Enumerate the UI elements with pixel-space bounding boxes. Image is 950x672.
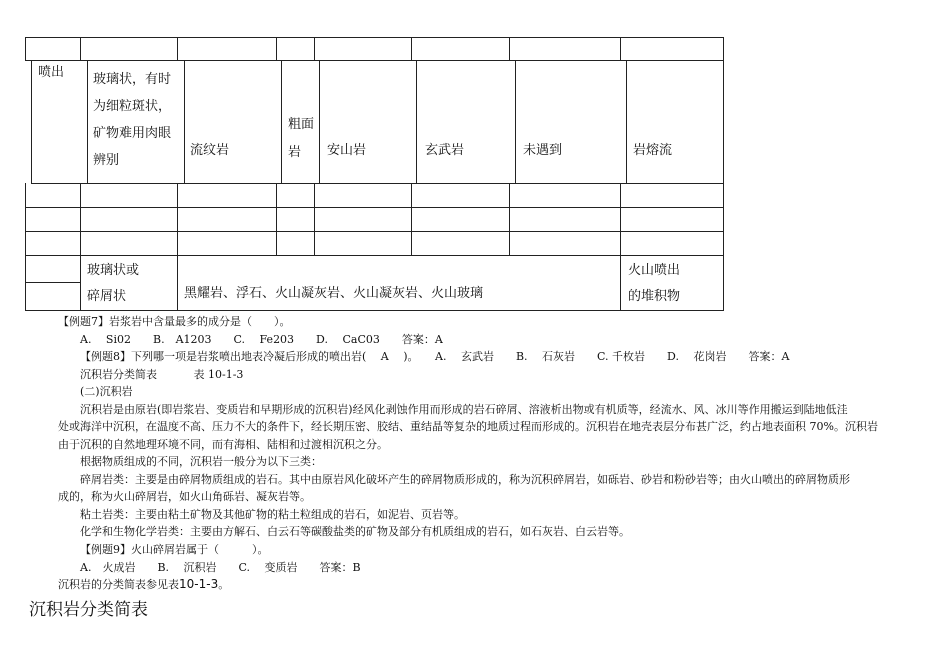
example-8-question: 【例题8】下列哪一项是岩浆喷出地表冷凝后形成的喷出岩( A )。 A. 玄武岩 B. 石灰岩 C. 千枚岩 D. 花岗岩 答案：A <box>80 350 790 363</box>
texture-line: 碎屑状 <box>87 289 127 304</box>
see-table-line <box>58 576 229 593</box>
cell-unseen: 未遇到 <box>523 143 563 158</box>
table-line <box>25 255 26 311</box>
product-line: 的堆积物 <box>628 289 681 304</box>
table-line <box>177 37 178 61</box>
example-7-options: A. Si02 B. A1203 C. Fe203 D. CaC03 答案：A <box>80 333 443 346</box>
table-line <box>177 255 178 311</box>
cell-glassy-product <box>628 258 680 310</box>
see-table-suffix: 。 <box>218 578 230 591</box>
table-line <box>319 60 320 184</box>
section-title: (二)沉积岩 <box>80 385 133 398</box>
cell-eruptive-type: 喷出 <box>38 65 65 80</box>
example-7-question: 【例题7】岩浆岩中含量最多的成分是（ ）。 <box>58 315 291 328</box>
table-line <box>80 183 81 256</box>
table-line <box>276 183 277 256</box>
table-line <box>411 37 412 61</box>
cell-andesite: 安山岩 <box>327 143 367 158</box>
table-line <box>723 183 724 256</box>
table-line <box>25 282 80 283</box>
table-line <box>620 255 621 311</box>
trachyte-line: 粗面 <box>288 117 315 132</box>
table-line <box>177 183 178 256</box>
example-9-question: 【例题9】火山碎屑岩属于（ ）。 <box>80 543 269 556</box>
table-reference: 沉积岩分类简表 表 10-1-3 <box>80 368 244 381</box>
table-line <box>184 60 185 184</box>
trachyte-line: 岩 <box>288 145 302 160</box>
paragraph-line: 成的，称为火山碎屑岩，如火山角砾岩、凝灰岩等。 <box>58 490 311 503</box>
table-line <box>416 60 417 184</box>
see-table-prefix: 沉积岩的分类简表参见表 <box>58 578 179 591</box>
paragraph-line: 化学和生物化学岩类：主要由方解石、白云石等碳酸盐类的矿物及部分有机质组成的岩石，如石灰岩、白云岩等。 <box>80 525 630 538</box>
table-line <box>723 37 724 61</box>
sedimentary-table-heading: 沉积岩分类简表 <box>29 600 148 620</box>
cell-glassy-texture <box>87 258 139 310</box>
paragraph-line: 根据物质组成的不同，沉积岩一般分为以下三类： <box>80 455 322 468</box>
cell-trachyte <box>288 111 314 167</box>
table-line <box>515 60 516 184</box>
paragraph-line: 碎屑岩类：主要是由碎屑物质组成的岩石。其中由原岩风化破坏产生的碎屑物质形成的，称为沉积碎屑岩，如砾岩、砂岩和粉砂岩等；由火山喷出的碎屑物质形 <box>80 473 850 486</box>
table-line <box>80 37 81 61</box>
product-line: 火山喷出 <box>628 263 681 278</box>
table-line <box>314 37 315 61</box>
table-line <box>281 60 282 184</box>
table-line <box>509 37 510 61</box>
paragraph-line: 由于沉积的自然地理环境不同，而有海相、陆相和过渡相沉积之分。 <box>58 438 388 451</box>
table-line <box>276 37 277 61</box>
cell-eruptive-texture <box>93 66 171 174</box>
cell-glassy-rocks: 黑耀岩、浮石、火山凝灰岩、火山凝灰岩、火山玻璃 <box>184 286 484 301</box>
table-line <box>25 183 26 256</box>
table-line <box>509 183 510 256</box>
table-line <box>620 183 621 256</box>
table-line <box>620 37 621 61</box>
table-line <box>31 60 32 184</box>
example-9-options: A. 火成岩 B. 沉积岩 C. 变质岩 答案：B <box>80 561 361 574</box>
table-line <box>80 255 81 311</box>
cell-basalt: 玄武岩 <box>425 143 465 158</box>
paragraph-line: 粘土岩类：主要由粘土矿物及其他矿物的粘土粒组成的岩石，如泥岩、页岩等。 <box>80 508 465 521</box>
cell-rhyolite: 流纹岩 <box>190 143 230 158</box>
texture-line: 辨别 <box>93 153 120 168</box>
table-line <box>723 255 724 311</box>
texture-line: 玻璃状或 <box>87 263 140 278</box>
texture-line: 玻璃状，有时 <box>93 72 172 87</box>
texture-line: 矿物难用肉眼 <box>93 126 172 141</box>
cell-lava: 岩熔流 <box>633 143 673 158</box>
paragraph-line: 处或海洋中沉积，在温度不高、压力不大的条件下，经长期压密、胶结、重结晶等复杂的地质过程而形成的。沉积岩在地壳表层分布甚广泛，约占地表面积 70%。沉积岩 <box>58 420 878 433</box>
table-line <box>87 60 88 184</box>
table-line <box>314 183 315 256</box>
table-line <box>723 60 724 184</box>
texture-line: 为细粒斑状， <box>93 99 172 114</box>
paragraph-line: 沉积岩是由原岩(即岩浆岩、变质岩和早期形成的沉积岩)经风化剥蚀作用而形成的岩石碎屑、溶液析出物或有机质等，经流水、风、冰川等作用搬运到陆地低洼 <box>80 403 848 416</box>
table-line <box>25 37 26 61</box>
see-table-ref: 10-1-3 <box>179 577 219 591</box>
table-line <box>626 60 627 184</box>
table-line <box>411 183 412 256</box>
